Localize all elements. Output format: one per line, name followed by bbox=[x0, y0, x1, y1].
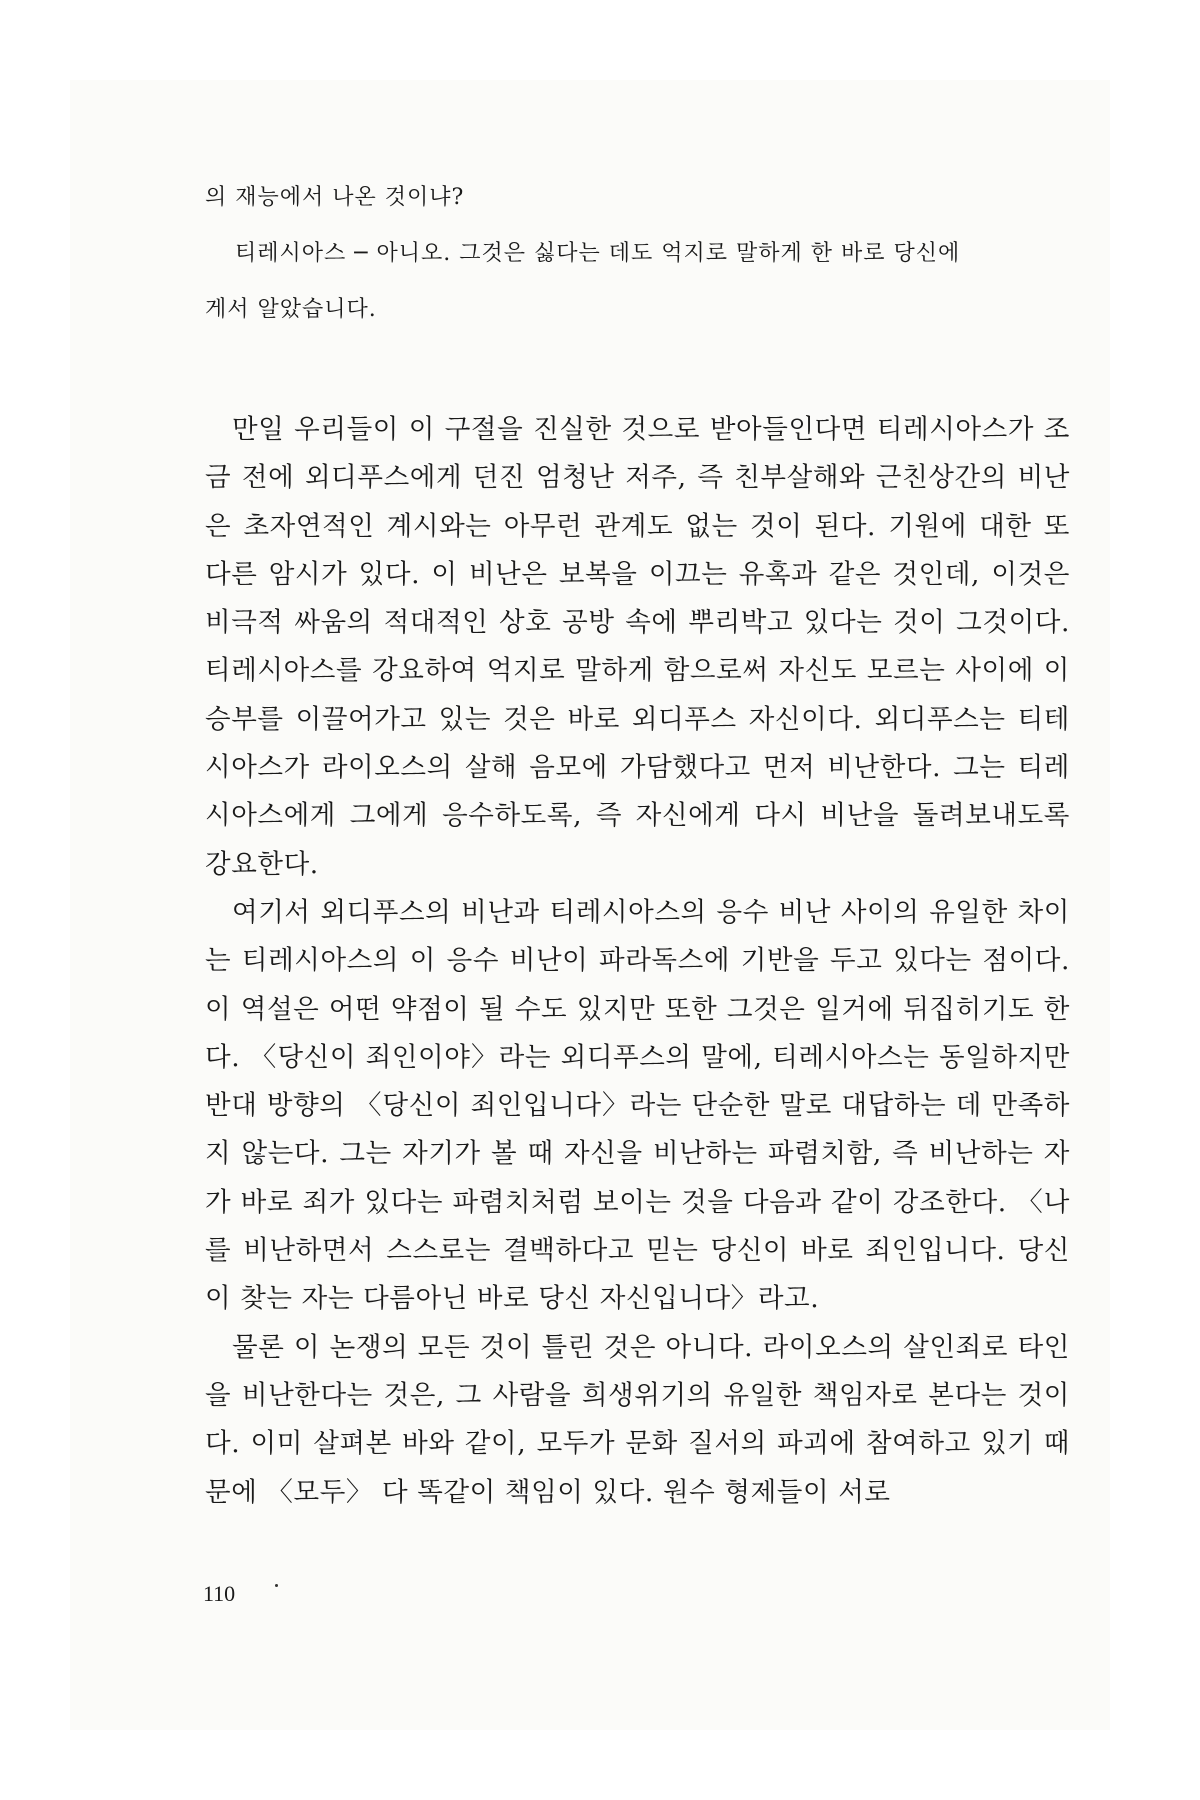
paragraph-2: 여기서 외디푸스의 비난과 티레시아스의 응수 비난 사이의 유일한 차이는 티레시아스의 이 응수 비난이 파라독스에 기반을 두고 있다는 점이다. 이 역설은 어떤 약점이 될 수도 있지만 또한 그것은 일거에 뒤집히기도 한다. 〈당신이 죄인이야〉라는 외디푸스의 말에, 티레시아스는 동일하지만 반대 방향의 〈당신이 죄인입니다〉라는 단순한 말로 대답하는 데 만족하지 않는다. 그는 자기가 볼 때 자신을 비난하는 파렴치함, 즉 비난하는 자가 바로 죄가 있다는 파렴치처럼 보이는 것을 다음과 같이 강조한다. 〈나를 비난하면서 스스로는 결백하다고 믿는 당신이 바로 죄인입니다. 당신이 찾는 자는 다름아닌 바로 당신 자신입니다〉라고. bbox=[205, 896, 1070, 1315]
section-gap bbox=[205, 338, 1070, 406]
page-number: 110 bbox=[203, 1581, 236, 1606]
body-text bbox=[205, 406, 1070, 1517]
dialogue-quote bbox=[205, 170, 1070, 338]
paragraph-1: 만일 우리들이 이 구절을 진실한 것으로 받아들인다면 티레시아스가 조금 전에 외디푸스에게 던진 엄청난 저주, 즉 친부살해와 근친상간의 비난은 초자연적인 계시와는 아무런 관계도 없는 것이 된다. 기원에 대한 또 다른 암시가 있다. 이 비난은 보복을 이끄는 유혹과 같은 것인데, 이것은 비극적 싸움의 적대적인 상호 공방 속에 뿌리박고 있다는 것이 그것이다. 티레시아스를 강요하여 억지로 말하게 함으로써 자신도 모르는 사이에 이 승부를 이끌어가고 있는 것은 바로 외디푸스 자신이다. 외디푸스는 티테시아스가 라이오스의 살해 음모에 가담했다고 먼저 비난한다. 그는 티레시아스에게 그에게 응수하도록, 즉 자신에게 다시 비난을 돌려보내도록 강요한다. bbox=[205, 414, 1070, 880]
quote-line-3: 게서 알았습니다. bbox=[205, 297, 377, 322]
text-column bbox=[205, 170, 1070, 1517]
scan-speck bbox=[275, 1584, 278, 1587]
quote-line-1: 의 재능에서 나온 것이냐? bbox=[205, 185, 465, 210]
paragraph-3: 물론 이 논쟁의 모든 것이 틀린 것은 아니다. 라이오스의 살인죄로 타인을 비난한다는 것은, 그 사람을 희생위기의 유일한 책임자로 본다는 것이다. 이미 살펴본 바와 같이, 모두가 문화 질서의 파괴에 참여하고 있기 때문에 〈모두〉 다 똑같이 책임이 있다. 원수 형제들이 서로 bbox=[205, 1331, 1070, 1508]
quote-line-2: 티레시아스 ─ 아니오. 그것은 싫다는 데도 억지로 말하게 한 바로 당신에 bbox=[235, 241, 961, 266]
